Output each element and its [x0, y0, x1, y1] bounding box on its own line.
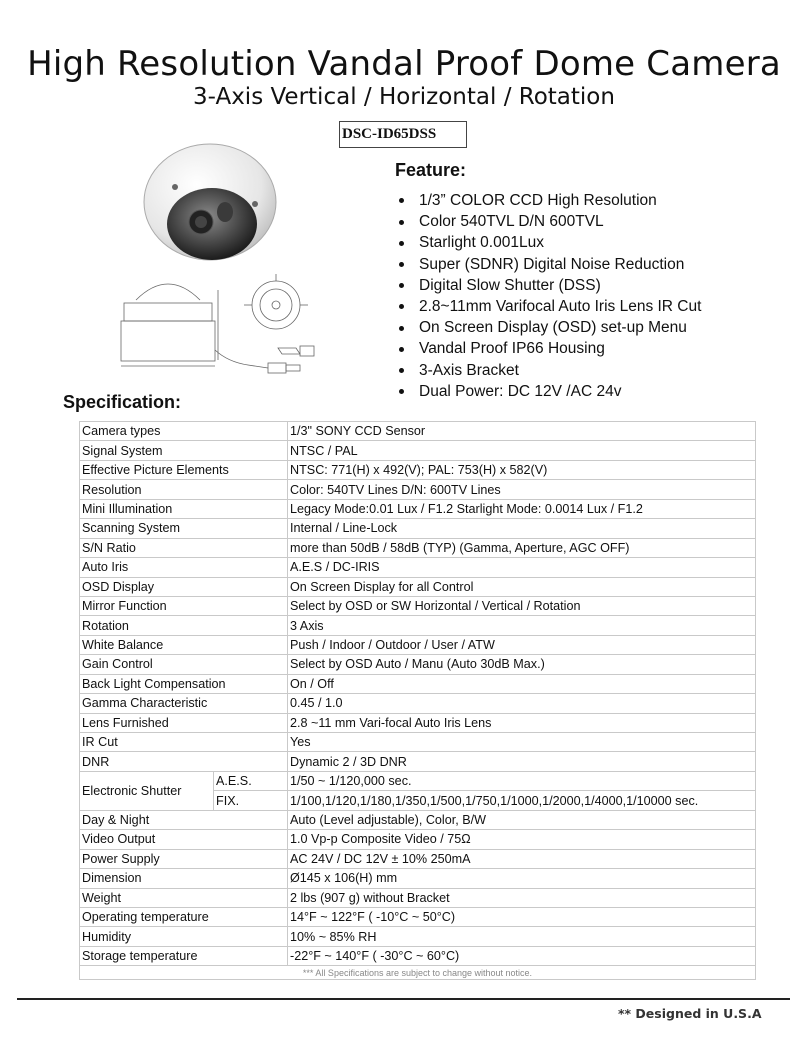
spec-value: 2.8 ~11 mm Vari-focal Auto Iris Lens [288, 713, 756, 732]
spec-label: Auto Iris [80, 558, 288, 577]
spec-label: Humidity [80, 927, 288, 946]
spec-label: Gamma Characteristic [80, 694, 288, 713]
spec-label: Gain Control [80, 655, 288, 674]
table-row [80, 596, 756, 615]
feature-item: Dual Power: DC 12V /AC 24v [396, 381, 701, 402]
spec-value: Internal / Line-Lock [288, 519, 756, 538]
spec-value: NTSC: 771(H) x 492(V); PAL: 753(H) x 582(V) [288, 460, 756, 479]
spec-sublabel: A.E.S. [214, 771, 288, 790]
spec-label: Electronic Shutter [80, 771, 214, 810]
spec-label: S/N Ratio [80, 538, 288, 557]
table-row [80, 655, 756, 674]
spec-label: Lens Furnished [80, 713, 288, 732]
spec-value: Color: 540TV Lines D/N: 600TV Lines [288, 480, 756, 499]
bullet-icon [399, 198, 404, 203]
spec-label: Power Supply [80, 849, 288, 868]
spec-value: Ø145 x 106(H) mm [288, 869, 756, 888]
spec-value: 1/3" SONY CCD Sensor [288, 422, 756, 441]
bullet-icon [399, 241, 404, 246]
feature-item: 3-Axis Bracket [396, 360, 701, 381]
spec-value: more than 50dB / 58dB (TYP) (Gamma, Aperture, AGC OFF) [288, 538, 756, 557]
spec-label: IR Cut [80, 733, 288, 752]
spec-label: Signal System [80, 441, 288, 460]
spec-label: OSD Display [80, 577, 288, 596]
spec-label: Resolution [80, 480, 288, 499]
spec-label: Day & Night [80, 810, 288, 829]
spec-value: Push / Indoor / Outdoor / User / ATW [288, 635, 756, 654]
table-row [80, 674, 756, 693]
bullet-icon [399, 262, 404, 267]
spec-value: 3 Axis [288, 616, 756, 635]
spec-table [79, 421, 756, 980]
feature-item: 1/3” COLOR CCD High Resolution [396, 190, 701, 211]
spec-label: Mirror Function [80, 596, 288, 615]
footer-text: ** Designed in U.S.A [618, 1006, 762, 1021]
spec-value: Yes [288, 733, 756, 752]
spec-label: Storage temperature [80, 946, 288, 965]
bullet-icon [399, 283, 404, 288]
table-row [80, 946, 756, 965]
bullet-icon [399, 347, 404, 352]
bullet-icon [399, 368, 404, 373]
table-row [80, 888, 756, 907]
feature-item: On Screen Display (OSD) set-up Menu [396, 317, 701, 338]
table-row [80, 519, 756, 538]
table-row [80, 499, 756, 518]
spec-value: A.E.S / DC-IRIS [288, 558, 756, 577]
spec-value: NTSC / PAL [288, 441, 756, 460]
table-row [80, 830, 756, 849]
table-row [80, 480, 756, 499]
table-row [80, 441, 756, 460]
spec-value: Legacy Mode:0.01 Lux / F1.2 Starlight Mode: 0.0014 Lux / F1.2 [288, 499, 756, 518]
spec-label: Rotation [80, 616, 288, 635]
dimension-drawing [118, 270, 323, 380]
spec-value: 0.45 / 1.0 [288, 694, 756, 713]
spec-label: Camera types [80, 422, 288, 441]
table-row [80, 771, 756, 790]
spec-value: Select by OSD or SW Horizontal / Vertical / Rotation [288, 596, 756, 615]
spec-value: 14°F ~ 122°F ( -10°C ~ 50°C) [288, 907, 756, 926]
table-row [80, 733, 756, 752]
spec-value: 10% ~ 85% RH [288, 927, 756, 946]
table-row [80, 907, 756, 926]
table-row [80, 538, 756, 557]
table-row [80, 577, 756, 596]
spec-value: 1.0 Vp-p Composite Video / 75Ω [288, 830, 756, 849]
table-row [80, 635, 756, 654]
feature-item: Digital Slow Shutter (DSS) [396, 275, 701, 296]
spec-label: Mini Illumination [80, 499, 288, 518]
feature-list [396, 190, 701, 402]
feature-item: Color 540TVL D/N 600TVL [396, 211, 701, 232]
spec-value: On / Off [288, 674, 756, 693]
bullet-icon [399, 389, 404, 394]
spec-label: White Balance [80, 635, 288, 654]
model-number: DSC-ID65DSS [339, 121, 467, 148]
spec-sublabel: FIX. [214, 791, 288, 810]
feature-item: 2.8~11mm Varifocal Auto Iris Lens IR Cut [396, 296, 701, 317]
table-row [80, 927, 756, 946]
spec-label: Scanning System [80, 519, 288, 538]
spec-label: Effective Picture Elements [80, 460, 288, 479]
table-row [80, 713, 756, 732]
spec-label: Back Light Compensation [80, 674, 288, 693]
spec-value: 1/100,1/120,1/180,1/350,1/500,1/750,1/1000,1/2000,1/4000,1/10000 sec. [288, 791, 756, 810]
feature-item: Starlight 0.001Lux [396, 232, 701, 253]
spec-label: Dimension [80, 869, 288, 888]
table-row [80, 616, 756, 635]
table-row [80, 966, 756, 980]
table-row [80, 810, 756, 829]
spec-value: Auto (Level adjustable), Color, B/W [288, 810, 756, 829]
spec-label: DNR [80, 752, 288, 771]
bullet-icon [399, 326, 404, 331]
spec-label: Weight [80, 888, 288, 907]
spec-value: -22°F ~ 140°F ( -30°C ~ 60°C) [288, 946, 756, 965]
feature-heading: Feature: [395, 160, 467, 180]
spec-value: On Screen Display for all Control [288, 577, 756, 596]
page-subtitle: 3-Axis Vertical / Horizontal / Rotation [193, 84, 615, 110]
spec-value: 1/50 ~ 1/120,000 sec. [288, 771, 756, 790]
table-row [80, 460, 756, 479]
table-row [80, 558, 756, 577]
spec-value: Dynamic 2 / 3D DNR [288, 752, 756, 771]
spec-note: *** All Specifications are subject to change without notice. [80, 966, 756, 980]
table-row [80, 752, 756, 771]
table-row [80, 422, 756, 441]
feature-item: Vandal Proof IP66 Housing [396, 338, 701, 359]
page-title: High Resolution Vandal Proof Dome Camera [27, 44, 781, 84]
spec-label: Video Output [80, 830, 288, 849]
footer-divider [17, 998, 790, 1000]
dome-camera-photo [135, 132, 285, 267]
table-row [80, 694, 756, 713]
feature-item: Super (SDNR) Digital Noise Reduction [396, 254, 701, 275]
spec-label: Operating temperature [80, 907, 288, 926]
table-row [80, 849, 756, 868]
bullet-icon [399, 304, 404, 309]
spec-value: 2 lbs (907 g) without Bracket [288, 888, 756, 907]
bullet-icon [399, 220, 404, 225]
spec-value: AC 24V / DC 12V ± 10% 250mA [288, 849, 756, 868]
spec-value: Select by OSD Auto / Manu (Auto 30dB Max.) [288, 655, 756, 674]
table-row [80, 869, 756, 888]
spec-heading: Specification: [63, 392, 182, 412]
